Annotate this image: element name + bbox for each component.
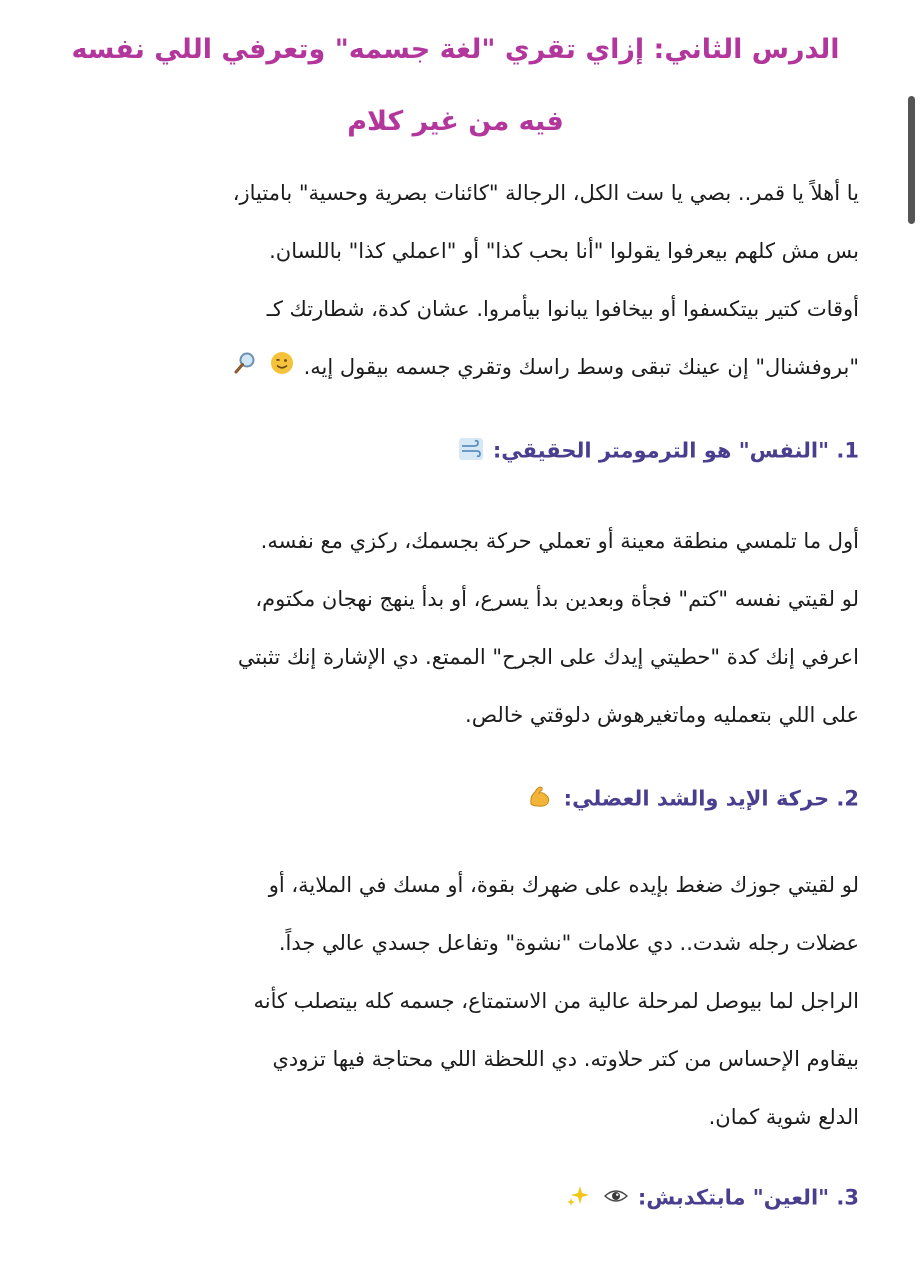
- section-1-heading: [60, 438, 859, 465]
- section-2-line-3: الراجل لما بيوصل لمرحلة عالية من الاستمتاع، جسمه كله بيتصلب كأنه: [253, 989, 859, 1013]
- section-3-heading: [60, 1184, 859, 1213]
- lesson-title-line-2: فيه من غير كلام: [347, 106, 564, 137]
- lesson-title-line-1: الدرس الثاني: إزاي تقري "لغة جسمه" وتعرفي اللي نفسه: [71, 34, 840, 65]
- eye-icon: [604, 1186, 628, 1211]
- wink-face-icon: [270, 339, 294, 397]
- scrollbar-thumb[interactable]: [908, 96, 915, 224]
- intro-line-2: بس مش كلهم بيعرفوا يقولوا "أنا بحب كذا" أو "اعملي كذا" باللسان.: [269, 239, 859, 263]
- section-1-line-2: لو لقيتي نفسه "كتم" فجأة وبعدين بدأ يسرع، أو بدأ ينهج نهجان مكتوم،: [255, 587, 859, 611]
- section-3-heading-text: 3. "العين" مابتكدبش:: [637, 1185, 859, 1210]
- wind-icon: [459, 438, 483, 465]
- section-1-line-1: أول ما تلمسي منطقة معينة أو تعملي حركة بجسمك، ركزي مع نفسه.: [260, 529, 859, 553]
- section-1-heading-text: 1. "النفس" هو الترمومتر الحقيقي:: [492, 438, 859, 463]
- section-2-line-5: الدلع شوية كمان.: [708, 1105, 859, 1129]
- section-2-line-1: لو لقيتي جوزك ضغط بإيده على ضهرك بقوة، أو مسك في الملاية، أو: [268, 873, 859, 897]
- flexed-biceps-icon: [527, 784, 553, 815]
- lesson-title: [30, 14, 881, 158]
- intro-line-1: يا أهلاً يا قمر.. بصي يا ست الكل، الرجالة "كائنات بصرية وحسية" بامتياز،: [232, 181, 859, 205]
- sparkles-icon: [566, 1184, 590, 1213]
- section-2-line-2: عضلات رجله شدت.. دي علامات "نشوة" وتفاعل جسدي عالي جداً.: [278, 931, 859, 955]
- section-2-heading: [60, 784, 859, 815]
- section-2-heading-text: 2. حركة الإيد والشد العضلي:: [563, 786, 859, 811]
- intro-paragraph: [60, 164, 859, 397]
- magnifying-glass-icon: [233, 339, 257, 397]
- section-2-line-4: بيقاوم الإحساس من كتر حلاوته. دي اللحظة اللي محتاجة فيها تزودي: [272, 1047, 859, 1071]
- intro-line-4-text: "بروفشنال" إن عينك تبقى وسط راسك وتقري جسمه بيقول إيه.: [303, 355, 859, 379]
- section-1-paragraph: [60, 512, 859, 744]
- intro-line-3: أوقات كتير بيتكسفوا أو بيخافوا يبانوا بيأمروا. عشان كدة، شطارتك كـ: [266, 297, 859, 321]
- section-1-line-3: اعرفي إنك كدة "حطيتي إيدك على الجرح" الممتع. دي الإشارة إنك تثبتي: [237, 645, 859, 669]
- section-1-line-4: على اللي بتعمليه وماتغيرهوش دلوقتي خالص.: [465, 703, 859, 727]
- section-2-paragraph: [60, 856, 859, 1146]
- intro-line-4: [60, 338, 859, 397]
